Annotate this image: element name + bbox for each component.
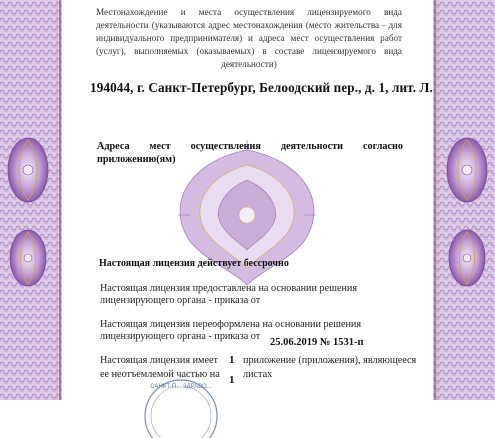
basis-reformed-line1: Настоящая лицензия переоформлена на основании решения — [100, 319, 362, 330]
svg-text:САНКТ-П... ЗДРАВО...: САНКТ-П... ЗДРАВО... — [150, 384, 212, 390]
annex-count: 1 — [229, 354, 235, 366]
annex-text2: листах — [243, 369, 273, 380]
annex-text1: приложение (приложения), являющееся — [243, 355, 417, 366]
validity-statement: Настоящая лицензия действует бессрочно — [99, 258, 289, 269]
official-seal-stamp — [140, 378, 222, 438]
reform-order-date-number: 25.06.2019 № 1531-п — [270, 337, 364, 348]
license-address: 194044, г. Санкт-Петербург, Белоодский пер., д. 1, лит. Л. — [90, 80, 433, 95]
basis-granted-line1: Настоящая лицензия предоставлена на основании решения — [100, 283, 358, 294]
location-description-label: Местонахождение и места осуществления лицензируемого вида деятельности (указываются адрес местонахождения (место жительства - для индивидуального предпринимателя) и адреса мест осуществления работ (услуг), выполняемых (оказываемых) в составе лицензируемого вида деятельности) — [96, 7, 402, 69]
basis-granted-line2: лицензирующего органа - приказа от — [100, 295, 261, 306]
sheets-count: 1 — [229, 374, 235, 386]
left-ornament-top — [8, 138, 48, 202]
places-of-activity: Адреса мест осуществления деятельности согласно приложению(ям) — [97, 141, 403, 165]
right-ornament-top — [447, 138, 487, 202]
basis-reformed-line2: лицензирующего органа - приказа от — [100, 331, 261, 342]
right-ornament-bottom — [449, 230, 485, 286]
annex-line1: Настоящая лицензия имеет — [100, 355, 218, 366]
annex-line2: ее неотъемлемой частью на — [100, 369, 220, 380]
left-ornament-bottom — [10, 230, 46, 286]
